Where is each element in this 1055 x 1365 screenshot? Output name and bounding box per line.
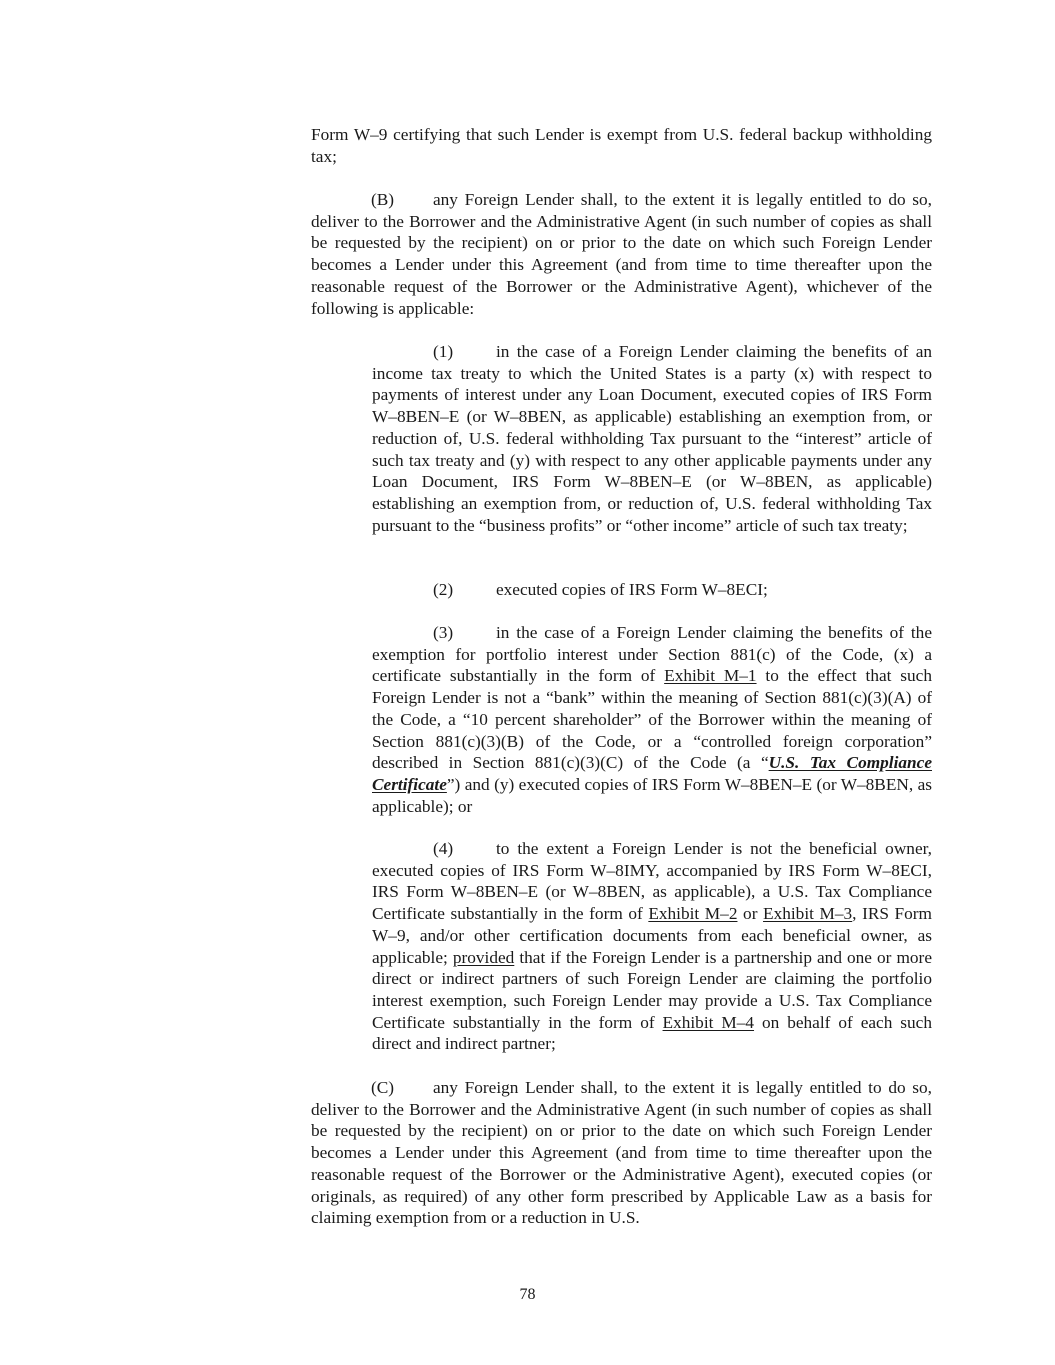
paragraph-c-number: (C) bbox=[371, 1078, 395, 1097]
item-1-number: (1) bbox=[433, 342, 454, 361]
item-2-text: executed copies of IRS Form W–8ECI; bbox=[496, 580, 768, 599]
provided-term: provided bbox=[452, 947, 515, 967]
continuation-text: Form W–9 certifying that such Lender is exempt from U.S. federal backup withholding tax; bbox=[311, 125, 932, 166]
item-3-number: (3) bbox=[433, 623, 454, 642]
item-4-text-b: or bbox=[737, 904, 764, 924]
paragraph-c bbox=[311, 1077, 932, 1229]
continuation-paragraph bbox=[311, 124, 932, 167]
item-1 bbox=[372, 341, 932, 536]
paragraph-b-number: (B) bbox=[371, 190, 395, 209]
item-3-text-c: ”) and (y) executed copies of IRS Form W–8BEN–E (or W–8BEN, as applicable); or bbox=[372, 774, 932, 816]
item-4-text-c: , IRS Form W–9, and/or other certification documents from each beneficial owner, as applicable; bbox=[372, 904, 933, 967]
paragraph-b bbox=[311, 189, 932, 319]
item-4-text-e: on behalf of each such direct and indirect partner; bbox=[372, 1012, 932, 1054]
exhibit-m1-link: Exhibit M–1 bbox=[664, 666, 757, 686]
item-3 bbox=[372, 622, 932, 817]
item-3-text-a: in the case of a Foreign Lender claiming the benefits of the exemption for portfolio interest under Section 881(c) of the Code, (x) a certificate substantially in the form of bbox=[372, 623, 932, 686]
page-number: 78 bbox=[519, 1286, 536, 1303]
defined-term-us-tax-compliance-certificate: U.S. Tax Compliance Certificate bbox=[372, 753, 932, 794]
exhibit-m3-link: Exhibit M–3 bbox=[763, 904, 853, 924]
item-2 bbox=[372, 579, 932, 601]
exhibit-m4-link: Exhibit M–4 bbox=[662, 1012, 755, 1032]
exhibit-m2-link: Exhibit M–2 bbox=[648, 904, 738, 924]
item-1-text: in the case of a Foreign Lender claiming the benefits of an income tax treaty to which the United States is a party (x) with respect to payments of interest under any Loan Document, executed copies of IRS Form W–8BEN–E (or W–8BEN, as applicable) establishing an exemption from, or reduction of, U.S. federal withholding Tax pursuant to the “interest” article of such tax treaty and (y) with respect to any other applicable payments under any Loan Document, IRS Form W–8BEN–E (or W–8BEN, as applicable) establishing an exemption from, or reduction of, U.S. federal withholding Tax pursuant to the “business profits” or “other income” article of such tax treaty; bbox=[372, 342, 932, 535]
paragraph-b-text: any Foreign Lender shall, to the extent it is legally entitled to do so, deliver to the Borrower and the Administrative Agent (in such number of copies as shall be requested by the recipient) on or prior to the date on which such Foreign Lender becomes a Lender under this Agreement (and from time to time thereafter upon the reasonable request of the Borrower or the Administrative Agent), whichever of the following is applicable: bbox=[311, 190, 932, 318]
item-3-text-b: to the effect that such Foreign Lender is not a “bank” within the meaning of Section 881(c)(3)(A) of the Code, a “10 percent shareholder” of the Borrower within the meaning of Section 881(c)(3)(B) of the Code, or a “controlled foreign corporation” described in Section 881(c)(3)(C) of the Code (a “ bbox=[372, 666, 932, 773]
item-4 bbox=[372, 838, 932, 1055]
item-4-number: (4) bbox=[433, 839, 454, 858]
item-4-text-a: to the extent a Foreign Lender is not the beneficial owner, executed copies of IRS Form W–8IMY, accompanied by IRS Form W–8ECI, IRS Form W–8BEN–E (or W–8BEN, as applicable), a U.S. Tax Compliance Certificate substantially in the form of bbox=[372, 839, 932, 924]
paragraph-c-text: any Foreign Lender shall, to the extent it is legally entitled to do so, deliver to the Borrower and the Administrative Agent (in such number of copies as shall be requested by the recipient) on or prior to the date on which such Foreign Lender becomes a Lender under this Agreement (and from time to time thereafter upon the reasonable request of the Borrower or the Administrative Agent), executed copies (or originals, as required) of any other form prescribed by Applicable Law as a basis for claiming exemption from or a reduction in U.S. bbox=[311, 1078, 932, 1228]
item-4-text-d: that if the Foreign Lender is a partnership and one or more direct or indirect partners of such Foreign Lender are claiming the portfolio interest exemption, such Foreign Lender may provide a U.S. Tax Compliance Certificate substantially in the form of bbox=[372, 947, 932, 1032]
item-2-number: (2) bbox=[433, 580, 454, 599]
